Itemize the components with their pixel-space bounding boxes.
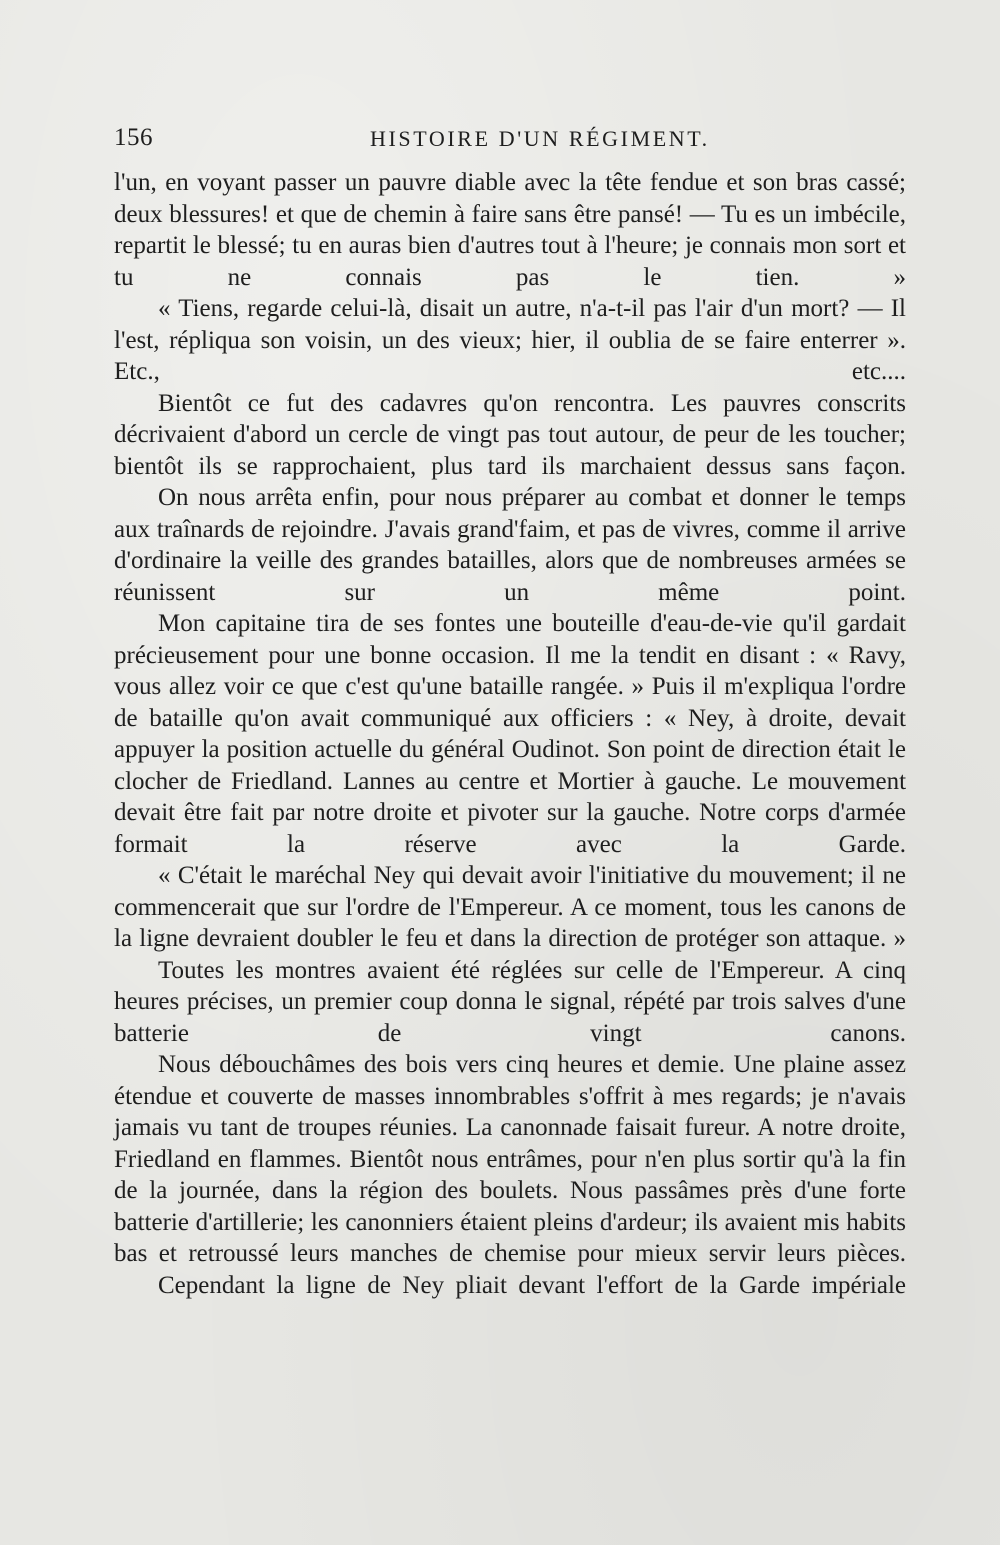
text-block — [114, 167, 906, 1301]
text-line: notre droite, Friedland en flammes. Bientôt nous entrâmes, pour n'en plus — [114, 1114, 906, 1173]
text-line: Bientôt ce fut des cadavres qu'on rencontra. Les pauvres conscrits — [158, 389, 906, 417]
text-line: canons de la ligne devraient doubler le feu et dans la direction de protéger — [114, 893, 906, 952]
text-line: cassé; deux blessures! et que de chemin à faire sans être pansé! — Tu es — [114, 169, 907, 228]
text-line: près d'une forte batterie d'artillerie; les canonniers étaient pleins d'ardeur; — [114, 1177, 907, 1236]
text-line: « C'était le maréchal Ney qui devait avoir l'initiative du mouvement; il — [158, 862, 876, 889]
text-line: Nous débouchâmes des bois vers cinq heures et demie. Une plaine — [158, 1051, 845, 1078]
text-line: l'ordre de bataille qu'on avait communiqué aux officiers : « Ney, à droite, — [114, 673, 906, 732]
text-line: était le clocher de Friedland. Lannes au centre et Mortier à gauche. Le — [114, 736, 906, 795]
text-line: un imbécile, repartit le blessé; tu en auras bien d'autres tout à l'heure; je — [114, 200, 907, 259]
text-line: « Tiens, regarde celui-là, disait un autre, n'a-t-il pas l'air d'un mort? — [158, 295, 850, 322]
text-line: façon. — [844, 452, 907, 480]
text-line: vous allez voir ce que c'est qu'une bataille rangée. » Puis il m'expliqua — [114, 673, 835, 700]
text-line: Mon capitaine tira de ses fontes une bouteille d'eau-de-vie qu'il gardait — [158, 610, 906, 637]
paragraph-2 — [114, 293, 906, 388]
paragraph-3 — [114, 388, 906, 483]
text-line: enterrer ». Etc., etc.... — [114, 326, 906, 385]
text-line: corps d'armée formait la réserve avec la Garde. — [114, 799, 907, 858]
text-line: On nous arrêta enfin, pour nous préparer au combat et donner le — [158, 484, 837, 511]
text-line: Cependant la ligne de Ney pliait devant l'effort de la Garde impériale — [158, 1271, 906, 1299]
paragraph-8 — [114, 1049, 906, 1270]
text-line: toucher; bientôt ils se rapprochaient, plus tard ils marchaient dessus sans — [114, 421, 906, 480]
paragraph-5 — [114, 608, 906, 860]
text-line: son attaque. » — [765, 925, 907, 952]
text-line: connais mon sort et tu ne connais pas le tien. » — [114, 232, 907, 291]
text-line: ne commencerait que sur l'ordre de l'Empereur. A ce moment, tous les — [114, 862, 907, 921]
text-line: comme il arrive d'ordinaire la veille des grandes batailles, alors que de — [114, 515, 906, 574]
text-line: assez étendue et couverte de masses innombrables s'offrit à mes regards; — [114, 1051, 906, 1110]
text-line: d'une batterie de vingt canons. — [114, 988, 907, 1047]
text-line: devait appuyer la position actuelle du général Oudinot. Son point de direction — [114, 704, 906, 763]
running-header — [114, 124, 904, 160]
text-line: ils avaient mis habits bas et retroussé leurs manches de chemise pour — [114, 1208, 907, 1267]
text-line: heures précises, un premier coup donna le signal, répété par trois salves — [114, 988, 846, 1015]
text-line: sortir qu'à la fin de la journée, dans la région des boulets. Nous passâmes — [114, 1145, 907, 1204]
text-line: décrivaient d'abord un cercle de vingt pas tout autour, de peur de les — [114, 421, 817, 448]
paragraph-1 — [114, 167, 906, 293]
text-line: Toutes les montres avaient été réglées sur celle de l'Empereur. A cinq — [158, 956, 906, 984]
text-line: précieusement pour une bonne occasion. Il me la tendit en disant : « Ravy, — [114, 641, 906, 669]
paragraph-7 — [114, 955, 906, 1050]
text-line: temps aux traînards de rejoindre. J'avais grand'faim, et pas de vivres, — [114, 484, 906, 543]
running-title: HISTOIRE D'UN RÉGIMENT. — [370, 126, 710, 151]
text-line: — Il l'est, répliqua son voisin, un des vieux; hier, il oublia de se faire — [114, 295, 907, 354]
text-line: je n'avais jamais vu tant de troupes réunies. La canonnade faisait fureur. A — [114, 1082, 907, 1141]
paragraph-9 — [114, 1270, 906, 1302]
text-line: mouvement devait être fait par notre droite et pivoter sur la gauche. Notre — [114, 767, 907, 826]
page-number: 156 — [114, 124, 153, 151]
text-line: l'un, en voyant passer un pauvre diable avec la tête fendue et son bras — [114, 169, 838, 196]
text-line: mieux servir leurs pièces. — [634, 1240, 906, 1267]
text-line: nombreuses armées se réunissent sur un même point. — [114, 547, 906, 606]
paragraph-4 — [114, 482, 906, 608]
paragraph-6 — [114, 860, 906, 955]
